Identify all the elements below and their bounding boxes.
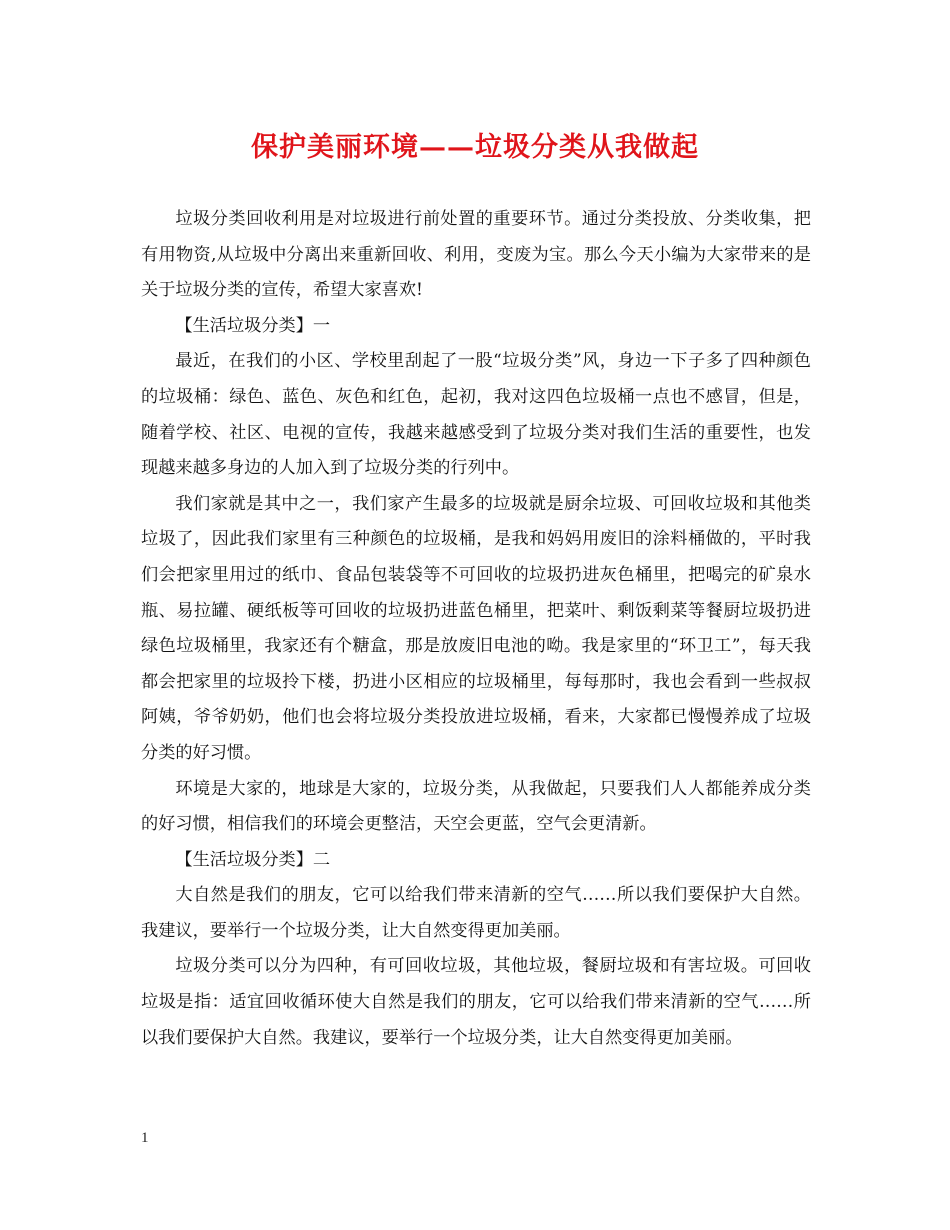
- paragraph: 最近，在我们的小区、学校里刮起了一股“垃圾分类”风，身边一下子多了四种颜色的垃圾桶：绿色、蓝色、灰色和红色，起初，我对这四色垃圾桶一点也不感冒，但是，随着学校、社区、电视的宣传，我越来越感受到了垃圾分类对我们生活的重要性，也发现越来越多身边的人加入到了垃圾分类的行列中。: [141, 351, 811, 479]
- paragraph-intro: 垃圾分类回收利用是对垃圾进行前处置的重要环节。通过分类投放、分类收集，把有用物资,从垃圾中分离出来重新回收、利用，变废为宝。那么今天小编为大家带来的是关于垃圾分类的宣传，希望大家喜欢!: [141, 209, 811, 301]
- section-heading-two: 【生活垃圾分类】二: [175, 849, 331, 870]
- paragraph: 垃圾分类可以分为四种，有可回收垃圾，其他垃圾，餐厨垃圾和有害垃圾。可回收垃圾是指：适宜回收循环使大自然是我们的朋友，它可以给我们带来清新的空气……所以我们要保护大自然。我建议，要举行一个垃圾分类，让大自然变得更加美丽。: [141, 956, 811, 1048]
- document-title: 保护美丽环境——垃圾分类从我做起: [251, 132, 699, 163]
- section-heading-one: 【生活垃圾分类】一: [175, 315, 331, 336]
- paragraph: 大自然是我们的朋友，它可以给我们带来清新的空气……所以我们要保护大自然。我建议，要举行一个垃圾分类，让大自然变得更加美丽。: [141, 885, 811, 941]
- paragraph: 环境是大家的，地球是大家的，垃圾分类，从我做起，只要我们人人都能养成分类的好习惯，相信我们的环境会更整洁，天空会更蓝，空气会更清新。: [141, 778, 811, 835]
- page-number: 1: [141, 1130, 149, 1146]
- paragraph: 我们家就是其中之一，我们家产生最多的垃圾就是厨余垃圾、可回收垃圾和其他类垃圾了，因此我们家里有三种颜色的垃圾桶，是我和妈妈用废旧的涂料桶做的，平时我们会把家里用过的纸巾、食品包装袋等不可回收的垃圾扔进灰色桶里，把喝完的矿泉水瓶、易拉罐、硬纸板等可回收的垃圾扔进蓝色桶里，把菜叶、剩饭剩菜等餐厨垃圾扔进绿色垃圾桶里，我家还有个糖盒，那是放废旧电池的呦。我是家里的“环卫工”，每天我都会把家里的垃圾拎下楼，扔进小区相应的垃圾桶里，每每那时，我也会看到一些叔叔阿姨，爷爷奶奶，他们也会将垃圾分类投放进垃圾桶，看来，大家都已慢慢养成了垃圾分类的好习惯。: [141, 493, 811, 763]
- document-body: [141, 202, 811, 1056]
